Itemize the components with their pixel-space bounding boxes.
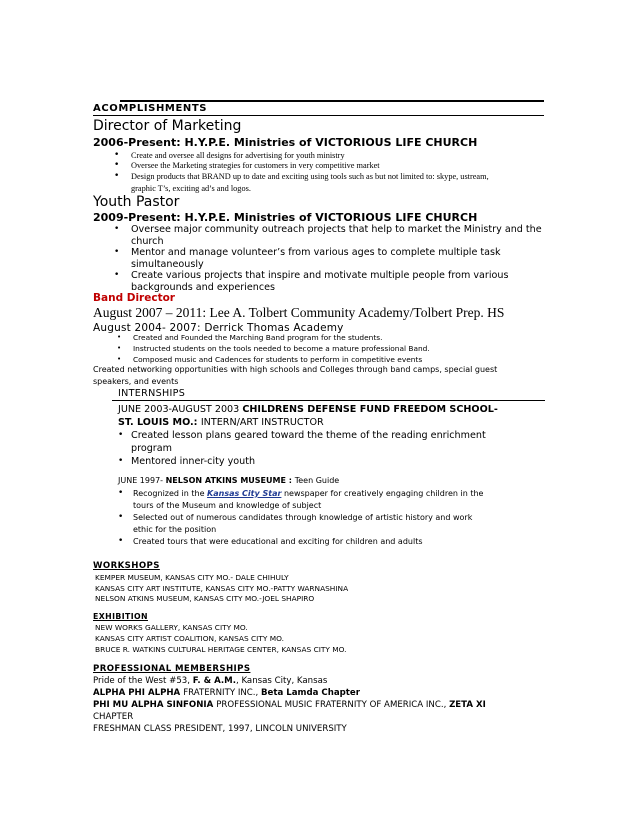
list-item: Created and Founded the Marching Band program for the students. — [133, 333, 383, 342]
membership-bold: F. & A.M. — [192, 676, 236, 686]
director-marketing-title: Director of Marketing — [93, 118, 242, 134]
cdf-line1 — [118, 404, 498, 415]
list-item-text: newspaper for creatively engaging children in the — [281, 489, 484, 498]
list-item: Create and oversee all designs for advertising for youth ministry — [131, 151, 345, 160]
list-item-cont: graphic T’s, exciting ad’s and logos. — [131, 184, 251, 193]
membership-line-4: CHAPTER — [93, 712, 134, 722]
cdf-org: CHILDRENS DEFENSE FUND FREEDOM SCHOOL- — [242, 404, 498, 415]
list-item — [133, 489, 483, 498]
director-marketing-org: 2006-Present: H.Y.P.E. Ministries of VICTORIOUS LIFE CHURCH — [93, 136, 478, 149]
membership-text: FRATERNITY INC., — [183, 688, 261, 698]
bullet-icon: • — [118, 430, 124, 440]
membership-text: PROFESSIONAL MUSIC FRATERNITY OF AMERICA INC., — [216, 700, 450, 710]
bullet-icon: • — [114, 171, 120, 181]
cdf-location: ST. LOUIS MO.: — [118, 417, 201, 428]
membership-line-1 — [93, 676, 327, 686]
membership-line-2 — [93, 688, 360, 698]
bullet-icon: • — [114, 224, 120, 234]
list-item: Mentor and manage volunteer’s from various ages to complete multiple task — [131, 247, 501, 258]
exhibition-heading: EXHIBITION — [93, 612, 148, 621]
top-rule — [120, 100, 544, 102]
band-director-line2: August 2004- 2007: Derrick Thomas Academy — [93, 322, 344, 334]
list-item-cont: church — [131, 236, 164, 247]
membership-bold: ZETA XI — [449, 700, 486, 710]
nelson-role: Teen Guide — [294, 476, 340, 485]
list-item: Selected out of numerous candidates through knowledge of artistic history and work — [133, 513, 473, 522]
membership-text: Pride of the West #53, — [93, 676, 193, 686]
bullet-icon: • — [118, 512, 124, 522]
band-note-2: speakers, and events — [93, 377, 179, 386]
list-item: KANSAS CITY ARTIST COALITION, KANSAS CITY MO. — [95, 634, 284, 643]
accomplishments-rule — [93, 115, 544, 116]
accomplishments-heading: ACOMPLISHMENTS — [93, 103, 208, 114]
bullet-icon: • — [117, 344, 122, 352]
workshops-heading: WORKSHOPS — [93, 561, 160, 571]
list-item: Created tours that were educational and exciting for children and adults — [133, 537, 423, 546]
bullet-icon: • — [114, 160, 120, 170]
membership-bold: ALPHA PHI ALPHA — [93, 688, 184, 698]
list-item-cont: backgrounds and experiences — [131, 282, 276, 293]
cdf-dates: JUNE 2003-AUGUST 2003 — [118, 404, 243, 415]
list-item: Oversee the Marketing strategies for customers in very competitive market — [131, 161, 380, 170]
memberships-heading: PROFESSIONAL MEMBERSHIPS — [93, 664, 251, 674]
list-item: KEMPER MUSEUM, KANSAS CITY MO.- DALE CHIHULY — [95, 573, 289, 582]
youth-pastor-title: Youth Pastor — [93, 194, 180, 210]
membership-bold: Beta Lamda Chapter — [260, 688, 360, 698]
membership-line-5: FRESHMAN CLASS PRESIDENT, 1997, LINCOLN UNIVERSITY — [93, 724, 347, 734]
list-item: Mentored inner-city youth — [131, 456, 256, 467]
list-item: Oversee major community outreach projects that help to market the Ministry and the — [131, 224, 542, 235]
nelson-dates: JUNE 1997- — [118, 476, 166, 485]
list-item: Created lesson plans geared toward the theme of the reading enrichment — [131, 430, 486, 441]
list-item-cont: ethic for the position — [133, 525, 217, 534]
band-director-line1: August 2007 – 2011: Lee A. Tolbert Community Academy/Tolbert Prep. HS — [93, 305, 505, 320]
list-item-text: Recognized in the — [133, 489, 208, 498]
bullet-icon: • — [117, 333, 122, 341]
membership-bold: PHI MU ALPHA SINFONIA — [93, 700, 217, 710]
bullet-icon: • — [118, 536, 124, 546]
band-director-title: Band Director — [93, 292, 175, 304]
kansas-city-star-link[interactable]: Kansas City Star — [207, 489, 282, 498]
list-item: NELSON ATKINS MUSEUM, KANSAS CITY MO.-JOEL SHAPIRO — [95, 594, 315, 603]
list-item: Create various projects that inspire and motivate multiple people from various — [131, 270, 509, 281]
bullet-icon: • — [118, 456, 124, 466]
membership-text: , Kansas City, Kansas — [235, 676, 328, 686]
bullet-icon: • — [118, 488, 124, 498]
internships-rule — [112, 400, 545, 401]
nelson-line — [118, 476, 339, 485]
cdf-role: INTERN/ART INSTRUCTOR — [200, 417, 324, 428]
list-item: BRUCE R. WATKINS CULTURAL HERITAGE CENTER, KANSAS CITY MO. — [95, 645, 347, 654]
cdf-line2 — [118, 417, 324, 428]
list-item-cont: program — [131, 443, 172, 454]
list-item-cont: tours of the Museum and knowledge of subject — [133, 501, 322, 510]
list-item: Design products that BRAND up to date and exciting using tools such as but not limited to: skype, ustream, — [131, 172, 489, 181]
internships-heading: INTERNSHIPS — [118, 388, 186, 399]
list-item: KANSAS CITY ART INSTITUTE, KANSAS CITY MO.-PATTY WARNASHINA — [95, 584, 349, 593]
bullet-icon: • — [117, 355, 122, 363]
list-item: NEW WORKS GALLERY, KANSAS CITY MO. — [95, 623, 248, 632]
membership-line-3 — [93, 700, 486, 710]
bullet-icon: • — [114, 270, 120, 280]
list-item-cont: simultaneously — [131, 259, 204, 270]
bullet-icon: • — [114, 150, 120, 160]
bullet-icon: • — [114, 247, 120, 257]
nelson-org: NELSON ATKINS MUSEUME : — [165, 476, 295, 485]
band-note-1: Created networking opportunities with high schools and Colleges through band camps, special guest — [93, 365, 498, 374]
list-item: Instructed students on the tools needed to become a mature professional Band. — [133, 344, 430, 353]
list-item: Composed music and Cadences for students to perform in competitive events — [133, 355, 423, 364]
youth-pastor-org: 2009-Present: H.Y.P.E. Ministries of VICTORIOUS LIFE CHURCH — [93, 211, 478, 224]
